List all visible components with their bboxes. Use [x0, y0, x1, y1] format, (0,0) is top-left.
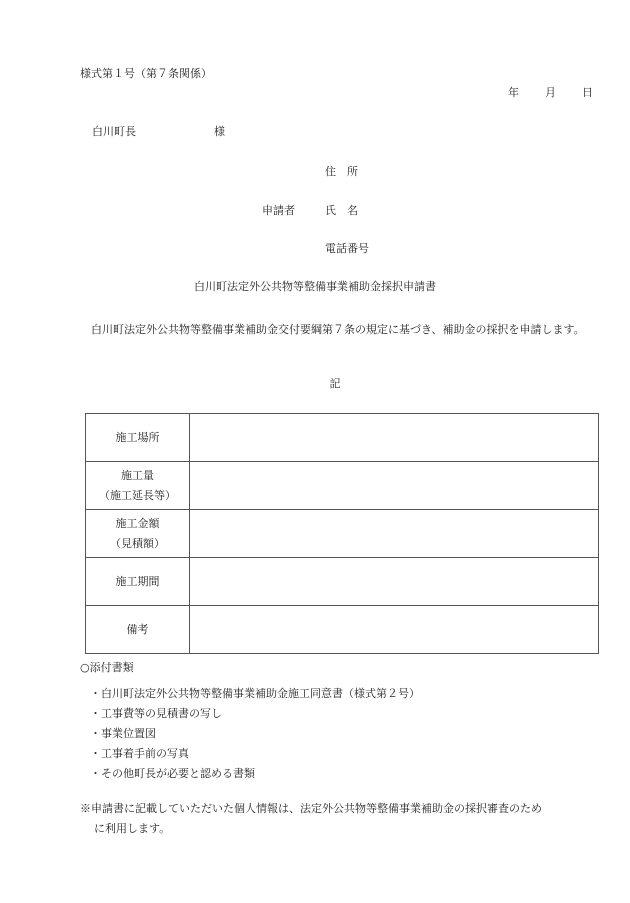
row-label	[86, 510, 190, 558]
row-label-line2: （見積額）	[110, 536, 165, 550]
table-row	[86, 606, 599, 654]
document-title: 白川町法定外公共物等整備事業補助金採択申請書	[194, 280, 436, 293]
row-label	[86, 462, 190, 510]
table-row	[86, 462, 599, 510]
list-item: ・その他町長が必要と認める書類	[90, 767, 255, 780]
row-label-line1: 施工量	[121, 468, 154, 482]
ki-heading: 記	[329, 377, 341, 390]
row-label-line1: 施工金額	[115, 516, 160, 530]
row-label-line1: 施工期間	[115, 574, 160, 588]
row-label	[86, 558, 190, 606]
table-row	[86, 510, 599, 558]
list-item: ・白川町法定外公共物等整備事業補助金施工同意書（様式第２号）	[90, 687, 420, 700]
list-item: ・工事費等の見積書の写し	[90, 707, 222, 720]
row-label-line1: 備考	[126, 622, 149, 636]
date-day-label: 日	[582, 86, 593, 99]
address-label: 住 所	[325, 165, 358, 178]
addressee-honorific: 様	[214, 125, 225, 138]
table-row	[86, 558, 599, 606]
row-value-field[interactable]	[190, 606, 599, 654]
row-value-field[interactable]	[190, 558, 599, 606]
row-label-line1: 施工場所	[115, 430, 160, 444]
applicant-label: 申請者	[262, 204, 295, 217]
row-label	[86, 606, 190, 654]
addressee-recipient: 白川町長	[92, 125, 136, 138]
date-year-label: 年	[508, 86, 519, 99]
row-label-line2: （施工延長等）	[99, 488, 176, 502]
attachments-title: ○添付書類	[80, 661, 134, 674]
form-number: 様式第１号（第７条関係）	[80, 67, 212, 80]
attachments-list	[90, 684, 420, 784]
list-item: ・事業位置図	[90, 727, 156, 740]
phone-label: 電話番号	[325, 242, 369, 255]
date-month-label: 月	[545, 86, 556, 99]
table-row	[86, 414, 599, 462]
privacy-note	[80, 799, 600, 839]
privacy-note-line2: に利用します。	[94, 822, 171, 835]
list-item: ・工事着手前の写真	[90, 747, 189, 760]
application-table	[85, 413, 599, 654]
row-value-field[interactable]	[190, 414, 599, 462]
date-line	[508, 87, 593, 98]
row-label	[86, 414, 190, 462]
row-value-field[interactable]	[190, 510, 599, 558]
application-body: 白川町法定外公共物等整備事業補助金交付要綱第７条の規定に基づき、補助金の採択を申請します。	[91, 323, 585, 336]
row-value-field[interactable]	[190, 462, 599, 510]
privacy-note-line1: ※申請書に記載していただいた個人情報は、法定外公共物等整備事業補助金の採択審査のため	[80, 802, 542, 815]
name-label: 氏 名	[325, 204, 358, 217]
